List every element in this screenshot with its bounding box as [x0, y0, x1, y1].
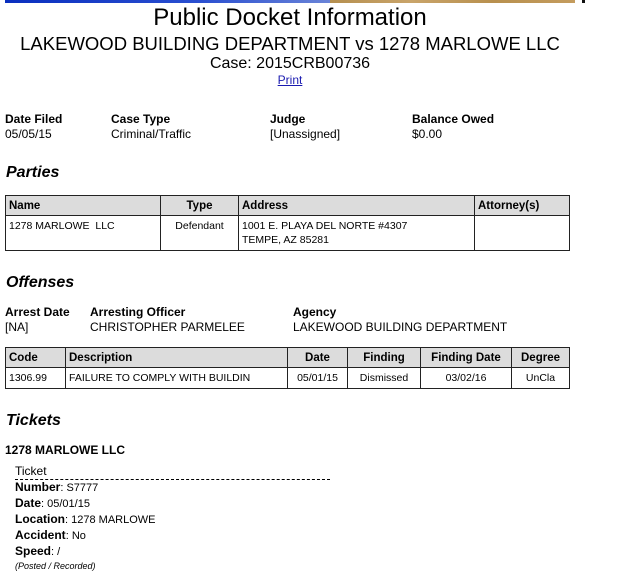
balance-label: Balance Owed [412, 112, 495, 126]
col-type: Type [161, 196, 239, 216]
case-parties-title: LAKEWOOD BUILDING DEPARTMENT vs 1278 MARLOWE LLC [20, 33, 560, 54]
party-type: Defendant [161, 216, 239, 251]
ticket-card [15, 464, 330, 572]
judge-label: Judge [270, 112, 306, 126]
case-type-block [111, 112, 191, 142]
parties-heading: Parties [6, 164, 60, 181]
party-name: 1278 MARLOWE LLC [6, 216, 161, 251]
offenses-heading: Offenses [6, 274, 75, 291]
table-row [6, 368, 570, 389]
ticket-party-name: 1278 MARLOWE LLC [5, 443, 126, 457]
ticket-number-row: Number: S7777 [15, 480, 99, 494]
ticket-number-value: S7777 [66, 482, 99, 494]
ticket-speed-label: Speed [15, 544, 52, 558]
offense-code: 1306.99 [6, 368, 66, 389]
ticket-accident-value: No [71, 530, 86, 542]
case-type-value: Criminal/Traffic [111, 127, 192, 141]
col-address: Address [239, 196, 475, 216]
party-attorneys [475, 216, 570, 251]
col-finding: Finding [348, 348, 421, 368]
ticket-accident-row: Accident: No [15, 528, 86, 542]
agency-label: Agency [293, 305, 337, 319]
officer-block [90, 305, 245, 335]
arrest-date-block [5, 305, 70, 335]
ticket-location-value: 1278 MARLOWE [71, 514, 156, 526]
parties-header-row [6, 196, 570, 216]
arrest-date-label: Arrest Date [5, 305, 70, 319]
col-code: Code [6, 348, 66, 368]
tickets-heading: Tickets [6, 412, 61, 429]
date-filed-block [5, 112, 62, 142]
balance-value: $0.00 [412, 127, 443, 141]
ticket-accident-label: Accident [15, 528, 66, 542]
col-description: Description [66, 348, 288, 368]
col-finding-date: Finding Date [421, 348, 512, 368]
ticket-speed-note: (Posted / Recorded) [15, 561, 96, 571]
offense-description: FAILURE TO COMPLY WITH BUILDIN [66, 368, 288, 389]
table-row [6, 216, 570, 251]
offense-date: 05/01/15 [288, 368, 348, 389]
col-attorneys: Attorney(s) [475, 196, 570, 216]
ticket-speed-row: Speed: / [15, 544, 61, 558]
page-title: Public Docket Information [153, 4, 427, 31]
print-container [0, 73, 580, 88]
judge-value: [Unassigned] [270, 127, 341, 141]
col-name: Name [6, 196, 161, 216]
ticket-date-label: Date [15, 496, 42, 510]
balance-block [412, 112, 494, 142]
case-type-label: Case Type [111, 112, 171, 126]
ticket-location-label: Location [15, 512, 65, 526]
agency-value: LAKEWOOD BUILDING DEPARTMENT [293, 320, 508, 334]
officer-value: CHRISTOPHER PARMELEE [90, 320, 245, 334]
judge-block [270, 112, 340, 142]
parties-table [5, 195, 570, 251]
col-degree: Degree [512, 348, 570, 368]
ticket-date-row: Date: 05/01/15 [15, 496, 90, 510]
address-line-1: 1001 E. PLAYA DEL NORTE #4307 [242, 220, 408, 232]
date-filed-label: Date Filed [5, 112, 63, 126]
arrest-date-value: [NA] [5, 320, 29, 334]
banner-image-strip [330, 0, 575, 3]
case-number: Case: 2015CRB00736 [209, 55, 371, 72]
ticket-number-label: Number [15, 480, 61, 494]
date-filed-value: 05/05/15 [5, 127, 52, 141]
offenses-table [5, 347, 570, 389]
ticket-location-row: Location: 1278 MARLOWE [15, 512, 156, 526]
offense-finding: Dismissed [348, 368, 421, 389]
party-address [239, 216, 475, 251]
banner-blue-strip [5, 0, 330, 3]
ticket-speed-value: / [57, 546, 61, 558]
officer-label: Arresting Officer [90, 305, 186, 319]
col-date: Date [288, 348, 348, 368]
offense-finding-date: 03/02/16 [421, 368, 512, 389]
agency-block [293, 305, 507, 335]
address-line-2: TEMPE, AZ 85281 [242, 234, 329, 246]
offenses-header-row [6, 348, 570, 368]
ticket-date-value: 05/01/15 [47, 498, 90, 510]
banner-mark [582, 0, 585, 3]
ticket-title: Ticket [15, 464, 330, 480]
offense-degree: UnCla [512, 368, 570, 389]
header-banner [5, 0, 575, 3]
print-link[interactable]: Print [277, 73, 303, 87]
